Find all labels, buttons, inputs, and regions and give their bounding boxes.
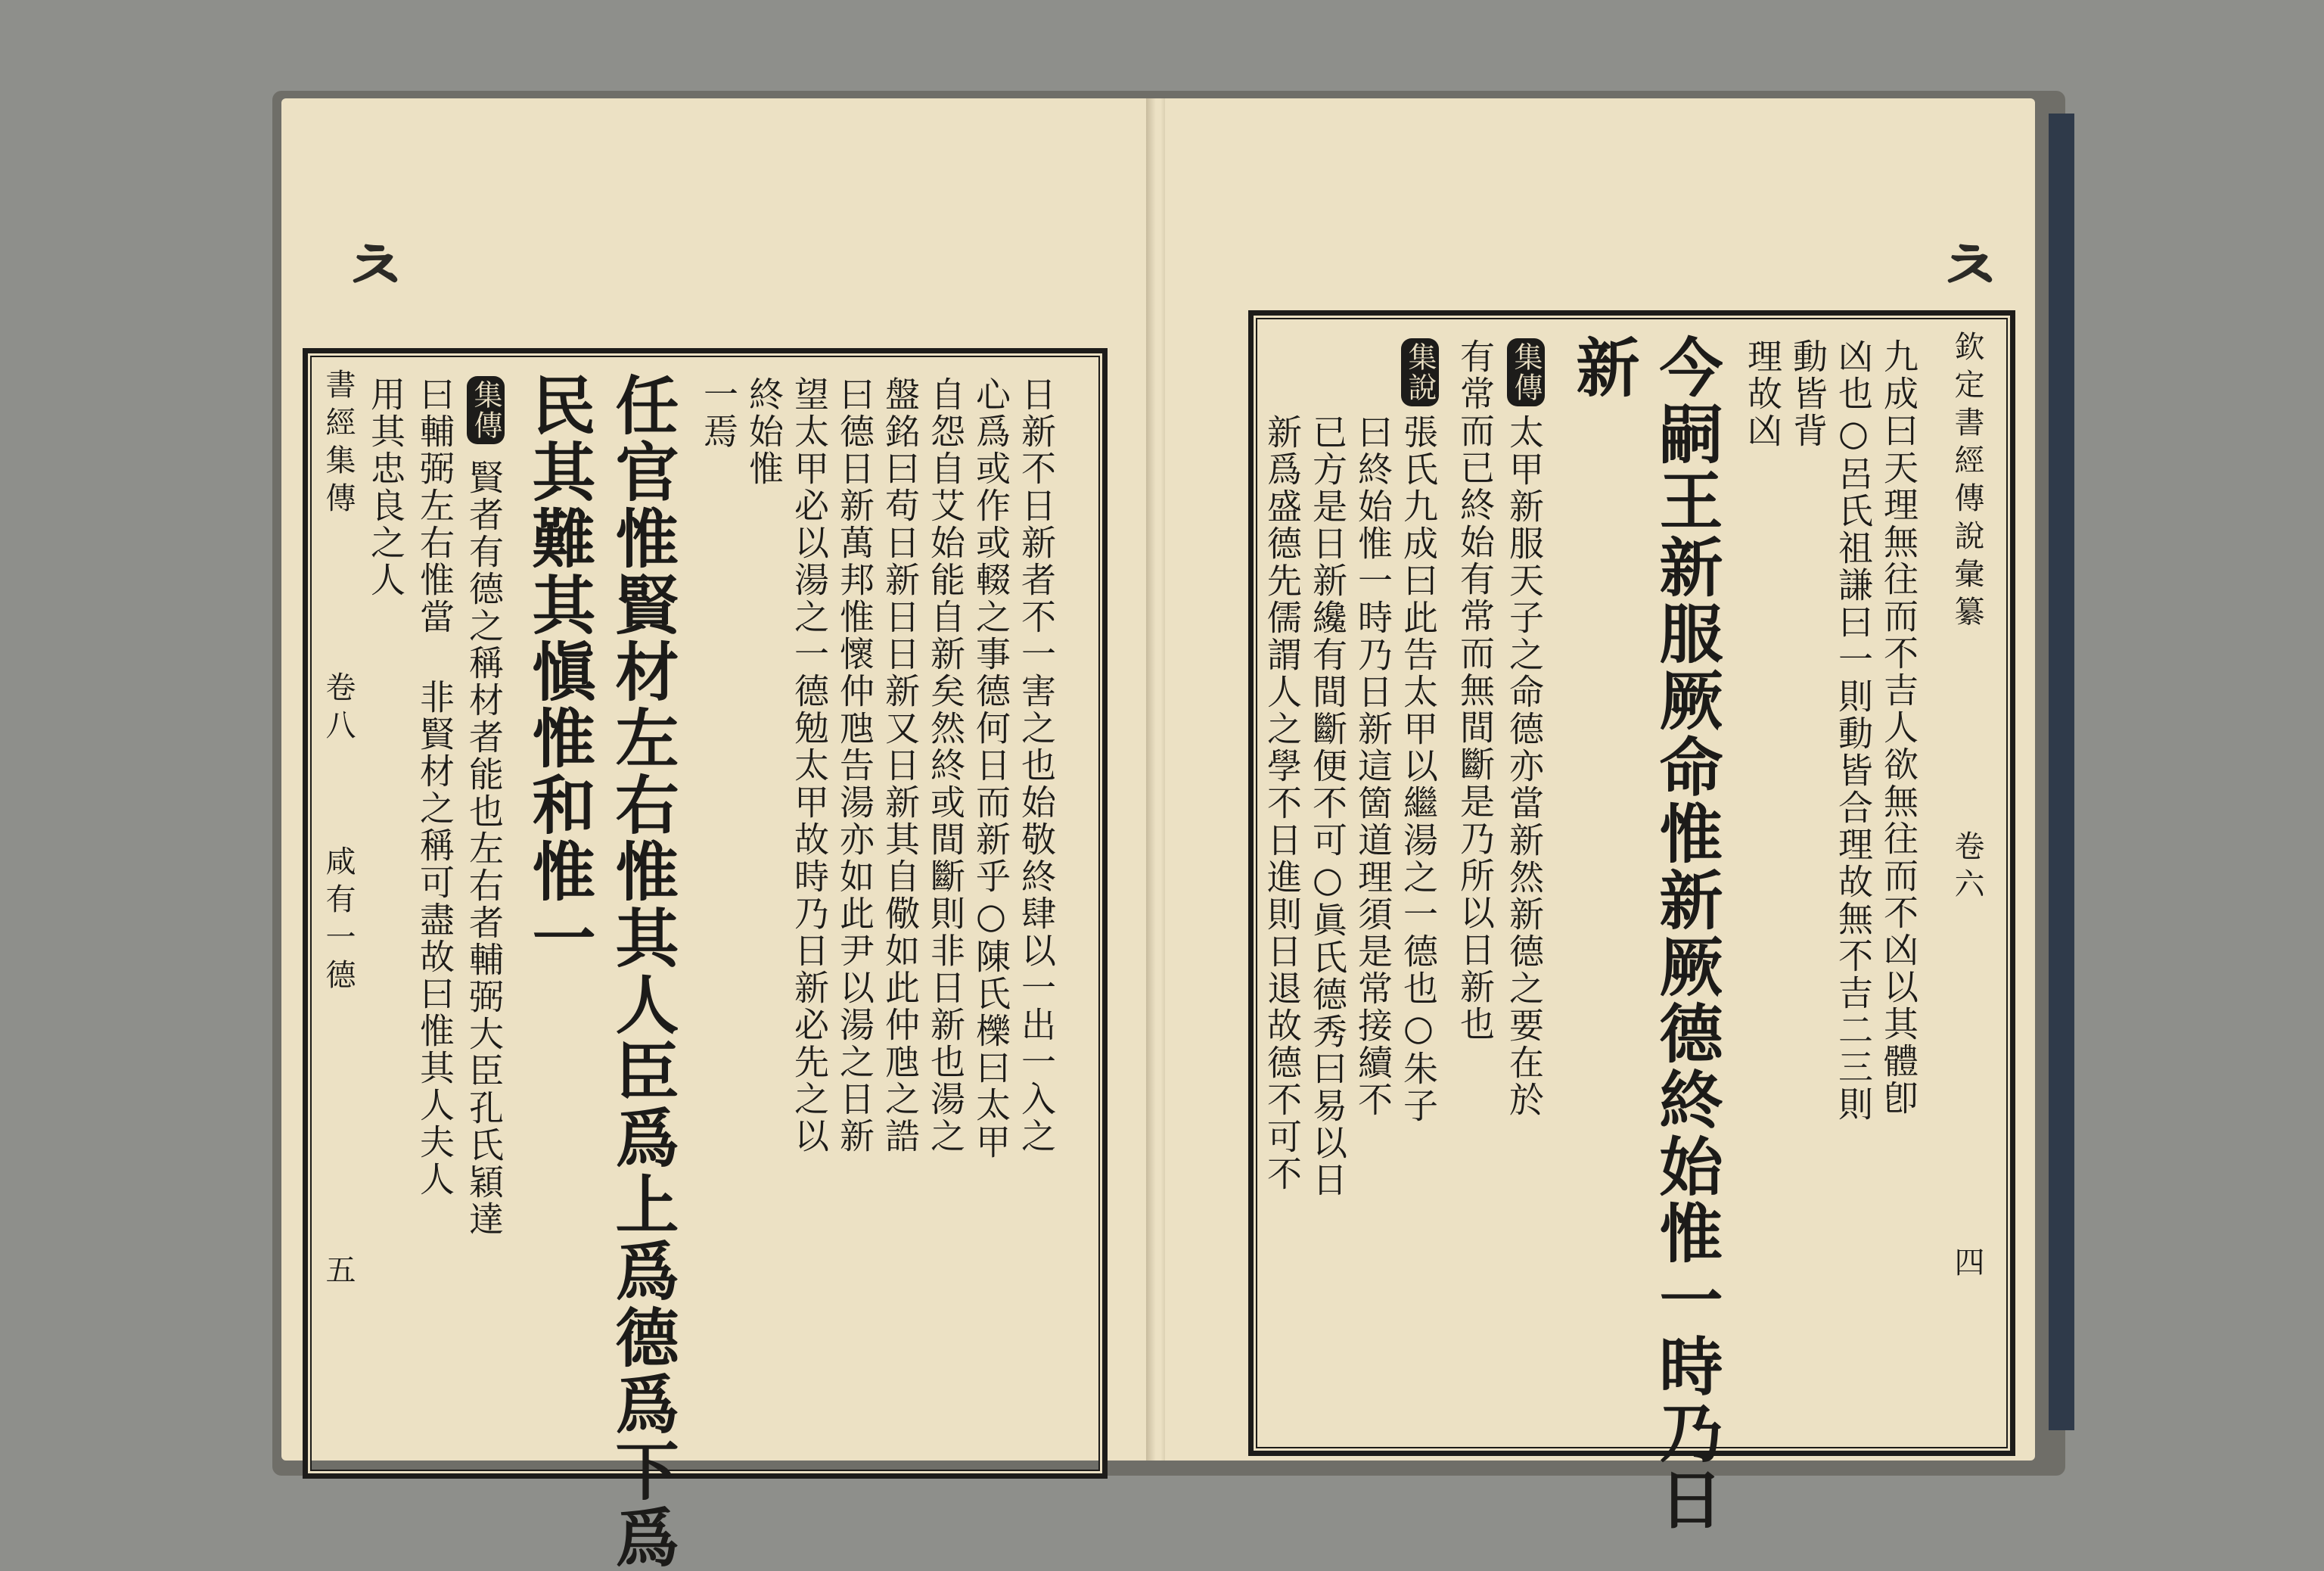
left-page [281, 98, 1150, 1571]
left-note-top-6: 望太甲必以湯之一德勉太甲故時乃日新必先之以 [789, 376, 830, 1155]
right-main-text-1: 今嗣王新服厥命惟新厥德終始惟一時乃日 [1649, 334, 1724, 1533]
left-margin-title: 書經集傳 [321, 369, 356, 520]
right-margin-volume: 卷六 [1950, 830, 1984, 906]
right-note-top-2: 凶也○呂氏祖謙曰一則動皆合理故無不吉二三則 [1833, 338, 1874, 1123]
jizhuan-badge: 集傳 [1507, 338, 1545, 406]
right-note-2-2: 曰終始惟一時乃日新這箇道理須是常接續不 [1353, 414, 1393, 1118]
right-margin-title: 欽定書經傳說彙纂 [1950, 331, 1984, 633]
left-margin-folio: 五 [321, 1254, 356, 1292]
handwritten-mark: ㅊ [342, 227, 408, 307]
left-note-top-4: 盤銘曰苟日新日日新又日新其自儆如此仲虺之誥 [880, 376, 921, 1155]
right-note-1-2: 有常而已終始有常而無間斷是乃所以日新也 [1455, 338, 1496, 1043]
left-margin-volume: 卷八 [321, 671, 356, 747]
left-note-bottom-3b: 非賢材之稱可盡故曰惟其人夫人 [415, 679, 455, 1198]
left-note-top-8: 一焉 [698, 376, 739, 450]
left-note-top-3: 自怨自艾始能自新矣然終或間斷則非日新也湯之 [925, 376, 966, 1155]
left-note-bottom-4: 用其忠良之人 [365, 376, 406, 599]
right-main-text-2: 新 [1566, 334, 1641, 401]
left-note-top-1: 日新不日新者不一害之也始敬終肆以一出一入之 [1016, 376, 1057, 1155]
right-note-1-1: 太甲新服天子之命德亦當新然新德之要在於 [1504, 414, 1545, 1118]
left-note-top-2: 心爲或作或輟之事德何日而新乎○陳氏櫟曰太甲 [971, 376, 1011, 1161]
left-note-top-7: 終始惟 [744, 376, 785, 487]
right-page-frame [1248, 310, 2015, 1533]
jishuo-badge: 集說 [1401, 338, 1439, 406]
right-note-top-4: 理故凶 [1742, 338, 1783, 450]
jizhuan-badge: 集傳 [467, 376, 505, 444]
left-note-bottom-3: 曰輔弼左右惟當 [415, 376, 455, 636]
right-note-2-1: 張氏九成曰此告太甲以繼湯之一德也○朱子 [1398, 414, 1439, 1125]
left-margin-chapter: 咸有一德 [321, 845, 356, 997]
left-note-top-5: 曰德日新萬邦惟懷仲虺告湯亦如此尹以湯之日新 [834, 376, 875, 1155]
left-main-text-2: 民其難其愼惟和惟一 [522, 372, 597, 972]
left-main-text-1: 任官惟賢材左右惟其人臣爲上爲德爲下爲 [605, 372, 680, 1571]
right-note-2-3: 已方是日新纔有間斷便不可○眞氏德秀曰易以日 [1307, 414, 1348, 1199]
handwritten-mark: ㅊ [1937, 227, 2002, 307]
right-margin-folio: 四 [1950, 1246, 1984, 1284]
right-page [1165, 98, 2035, 1533]
left-page-frame [303, 348, 1108, 1571]
left-note-bottom-1: 賢者有德之稱材者能也左右者輔弼大臣孔氏穎達 [464, 459, 505, 1238]
right-note-top-3: 動皆背 [1788, 338, 1828, 450]
book-edge [2049, 114, 2074, 1430]
right-note-top-1: 九成曰天理無往而不吉人欲無往而不凶以其體卽 [1878, 338, 1919, 1117]
right-note-2-4: 新爲盛德先儒謂人之學不日進則日退故德不可不 [1262, 414, 1303, 1193]
